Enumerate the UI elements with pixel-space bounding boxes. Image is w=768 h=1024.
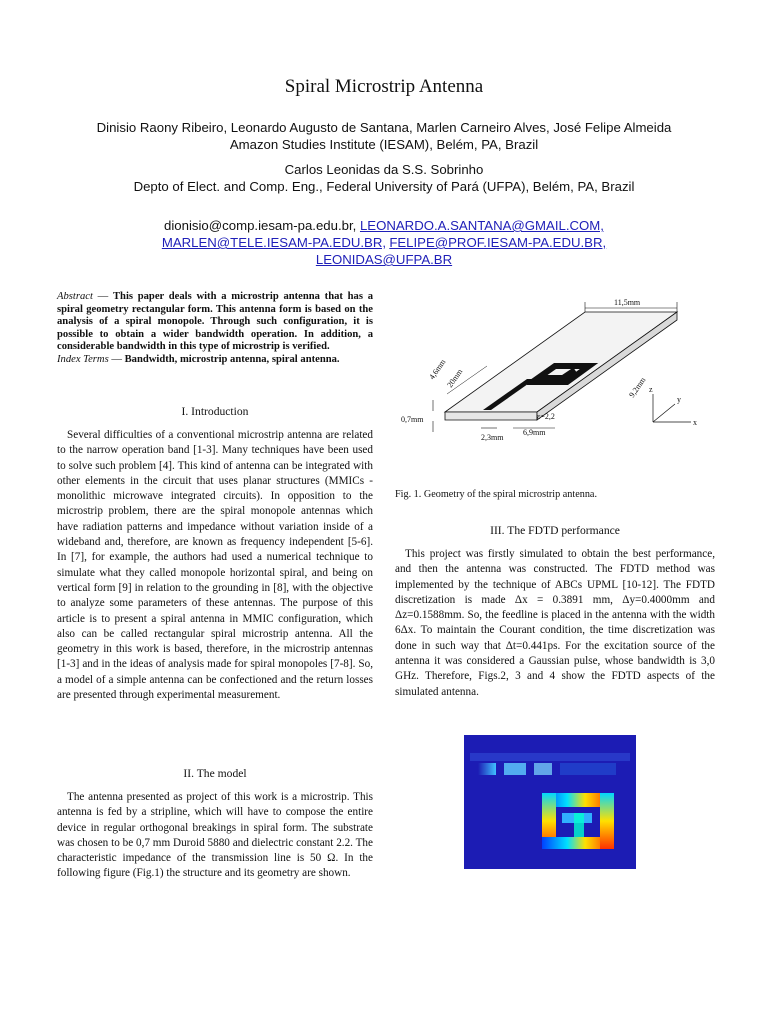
model-paragraph: The antenna presented as project of this work is a microstrip. This antenna is fed by a stripline, which will have to compose the entire device in regular orthogonal breakings in spiral form. The substrate was chosen to be 0,7 mm Duroid 5880 and dielectric constant 2.2. The characteristic impedance of the transmission line is 50 Ω. In the following figure (Fig.1) the structure and its geometry are shown. [57, 791, 373, 880]
axis-x-label: x [693, 418, 697, 427]
section-heading-introduction: I. Introduction [181, 405, 249, 418]
field-band [560, 763, 616, 775]
thickness-label: 0,7mm [401, 415, 424, 424]
abstract-label: Abstract [57, 291, 93, 302]
introduction-body [57, 428, 373, 703]
index-terms-label: Index Terms [57, 353, 109, 365]
axis-y-label: y [677, 395, 681, 404]
depth-label: 9,2mm [627, 375, 648, 400]
email-plain: dionisio@comp.iesam-pa.edu.br, [164, 218, 360, 233]
affiliation-1: Amazon Studies Institute (IESAM), Belém, PA, Brazil [229, 137, 539, 152]
abstract-dash: — [92, 291, 113, 302]
email-link-marlen[interactable]: MARLEN@TELE.IESAM-PA.EDU.BR, [161, 235, 387, 250]
y-axis [653, 404, 675, 422]
fdtd-body [395, 547, 715, 700]
email-line-2 [0, 235, 768, 251]
section-heading-model: II. The model [183, 767, 247, 780]
email-link-leonardo[interactable]: LEONARDO.A.SANTANA@GMAIL.COM, [359, 218, 604, 233]
authors-line: Dinisio Raony Ribeiro, Leonardo Augusto de Santana, Marlen Carneiro Alves, José Felipe Almeida [96, 120, 672, 135]
index-terms-dash: — [108, 353, 125, 365]
spiral-right-arm [600, 793, 614, 849]
introduction-paragraph: Several difficulties of a conventional microstrip antenna are related to the narrow operation band [1-3]. Many techniques have been used to solve such problem [4]. This kind of antenna can be integrated with other elements in the circuit that uses planar structures (MMICs - monolithic microwave integrated circuits). In opposition to the microstrip problem, there are the spiral monopole antennas which have radiation patterns and impedance without variation inside of a wideband and, therefore, are known as frequency independent [5-6]. In [7], for example, the authors had used a numerical technique to simulate what they called monopole horizontal spiral, and being on vertical form [9] in relation to the grounding in [8], with the objective to analyze some parameters of these antennas. The purpose of this article is to present a spiral antenna in MMIC configuration, which also can be called rectangular spiral microstrip antenna. All the geometry in this work is based, therefore, in the microstrip antennas [1-3] and in the ideas of analysis made for spiral monopoles [7-8]. So, a model of a simple antenna can be confectioned and the return losses are presented through experimental measurement. [57, 429, 373, 702]
abstract [57, 291, 373, 366]
figure-1-caption: Fig. 1. Geometry of the spiral microstrip antenna. [395, 489, 598, 500]
axis-z-label: z [649, 385, 653, 394]
affiliation-2: Depto of Elect. and Comp. Eng., Federal University of Pará (UFPA), Belém, PA, Brazil [133, 179, 635, 194]
email-line-3 [0, 252, 768, 268]
len1-label: 4,6mm [427, 357, 448, 382]
fdtd-field-image [464, 735, 636, 869]
field-hotspot-2 [504, 763, 526, 775]
paper-title: Spiral Microstrip Antenna [284, 76, 484, 97]
gap-label: 6,9mm [523, 428, 546, 437]
abstract-text: This paper deals with a microstrip antenna that has a spiral geometry rectangular form. This antenna form is based on the analysis of a spiral monopole. Through such configuration, it is possible to obtain a wider bandwidth operation. In addition, a considerable bandwidth in this type of microstrip is verified. [57, 291, 373, 352]
email-line-1 [0, 218, 768, 233]
index-terms-text: Bandwidth, microstrip antenna, spiral antenna. [124, 353, 340, 365]
section-heading-fdtd: III. The FDTD performance [490, 524, 620, 537]
field-hotspot-3 [534, 763, 552, 775]
antenna-geometry-figure [395, 294, 715, 454]
email-link-felipe[interactable]: FELIPE@PROF.IESAM-PA.EDU.BR, [389, 235, 607, 250]
len2-label: 20mm [445, 367, 465, 390]
email-link-leonidas[interactable]: LEONIDAS@UFPA.BR [315, 252, 453, 267]
field-hotspot-1 [478, 763, 496, 775]
permittivity-label: ε=2,2 [537, 412, 555, 421]
width-label: 11,5mm [614, 298, 641, 307]
fdtd-paragraph: This project was firstly simulated to obtain the best performance, and then the antenna was constructed. The FDTD method was implemented by the technique of ABCs UPML [10-12]. The FDTD discretization is made Δx = 0.3891 mm, Δy=0.4000mm and Δz=0.1588mm. So, the feedline is placed in the antenna with the width 6Δx. To maintain the Courant condition, the time discretization was done in such way that Δt=0.441ps. For the excitation source of the antenna it was considered a Gaussian pulse, whose bandwidth is 3,0 GHz. Therefore, Figs.2, 3 and 4 show the FDTD aspects of the simulated antenna. [395, 548, 715, 698]
index-terms [57, 354, 373, 367]
author-2: Carlos Leonidas da S.S. Sobrinho [284, 162, 484, 177]
feed-width-label: 2,3mm [481, 433, 504, 442]
model-body [57, 790, 373, 882]
substrate-front [445, 412, 537, 420]
